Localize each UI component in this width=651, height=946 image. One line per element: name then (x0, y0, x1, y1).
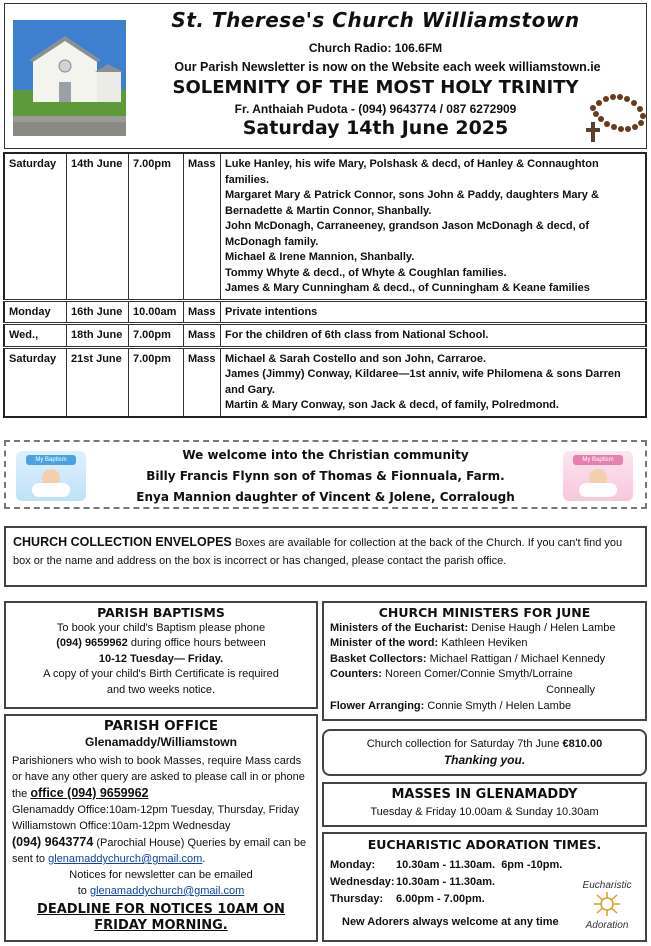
notices-to: to (77, 885, 87, 897)
notices-deadline: DEADLINE FOR NOTICES 10AM ON FRIDAY MORNING. (37, 902, 285, 933)
priest-contact: Fr. Anthaiah Pudota - (094) 9643774 / 087 6272909 (234, 102, 517, 116)
office-paragraph (12, 753, 310, 802)
minister-names: Conneally (546, 683, 595, 696)
office-email-link[interactable]: glenamaddychurch@gmail.com (48, 853, 203, 865)
minister-role: Counters: (330, 668, 382, 681)
baptisms-line-4: and two weeks notice. (106, 683, 216, 696)
adoration-heading: EUCHARISTIC ADORATION TIMES. (367, 837, 602, 852)
mass-date: 18th June (67, 324, 129, 348)
website-notice: Our Parish Newsletter is now on the Website each week williamstown.ie (174, 60, 601, 74)
minister-row (330, 699, 639, 715)
mass-day: Saturday (4, 153, 67, 300)
mass-day: Wed., (4, 324, 67, 348)
baptisms-line-3: A copy of your child's Birth Certificate is required (43, 668, 279, 680)
welcome-heading: We welcome into the Christian community (182, 448, 469, 462)
adoration-logo-text-bottom: Adoration (585, 920, 629, 931)
envelopes-heading: CHURCH COLLECTION ENVELOPES (13, 535, 232, 549)
mass-type: Mass (184, 347, 221, 417)
adoration-day: Wednesday: (330, 876, 395, 888)
church-photo (13, 20, 126, 136)
office-intro: Parishioners who wish to book Masses, require Mass cards or have any other query are asked to please call in or phone the (12, 755, 305, 800)
adoration-times: 10.30am - 11.30am. 6pm -10pm. (396, 859, 563, 871)
glenamaddy-heading: MASSES IN GLENAMADDY (391, 787, 578, 802)
notices-email-line (12, 883, 310, 899)
notices-line: Notices for newsletter can be emailed (69, 869, 253, 881)
mass-intention: Margaret Mary & Patrick Connor, sons John & Paddy, daughters Mary & Bernadette & Martin Connor, Shanbally. (225, 189, 599, 217)
mass-date: 14th June (67, 153, 129, 300)
mass-time: 10.00am (129, 300, 184, 324)
minister-names: Denise Haugh / Helen Lambe (471, 621, 616, 634)
cloud-icon (579, 483, 617, 497)
glenamaddy-masses-box (322, 782, 647, 827)
glenamaddy-times: Tuesday & Friday 10.00am & Sunday 10.30am (370, 806, 599, 818)
mass-day: Monday (4, 300, 67, 324)
header (4, 3, 647, 149)
baptisms-heading: PARISH BAPTISMS (97, 605, 225, 620)
collection-thanks: Thanking you. (443, 753, 526, 767)
church-collection-box (322, 729, 647, 776)
minister-role: Flower Arranging: (330, 699, 425, 712)
mass-intentions (221, 347, 647, 417)
baptism-badge-left-label: My Baptism (26, 455, 76, 465)
office-subheading: Glenamaddy/Williamstown (85, 735, 237, 749)
church-title: St. Therese's Church Williamstown (171, 8, 580, 32)
mass-intentions (221, 300, 647, 324)
adoration-row (330, 857, 639, 874)
monstrance-icon (592, 891, 622, 917)
minister-names: Kathleen Heviken (441, 637, 528, 650)
adoration-times: 10.30am - 11.30am. (396, 876, 496, 888)
collection-text: Church collection for Saturday 7th June (366, 738, 560, 750)
minister-row (330, 636, 639, 652)
baptism-badge-right-label: My Baptism (573, 455, 623, 465)
mass-type: Mass (184, 324, 221, 348)
church-radio: Church Radio: 106.6FM (308, 41, 443, 55)
adoration-logo-text-top: Eucharistic (582, 880, 632, 891)
newsletter-date: Saturday 14th June 2025 (242, 117, 509, 139)
solemnity-title: SOLEMNITY OF THE MOST HOLY TRINITY (172, 77, 579, 98)
collection-line (324, 736, 645, 752)
minister-role: Basket Collectors: (330, 652, 427, 665)
williamstown-office-hours: Williamstown Office:10am-12pm Wednesday (12, 820, 231, 832)
adoration-times: 6.00pm - 7.00pm. (396, 893, 485, 905)
envelopes-text: Boxes are available for collection at the back of the Church. If you can't find you box or the name and address on the box is incorrect or has changed, please contact the parish office. (13, 537, 623, 567)
baptisms-phone: (094) 9659962 (56, 637, 128, 649)
adoration-welcome: New Adorers always welcome at any time (342, 916, 559, 928)
adoration-day: Thursday: (330, 893, 384, 905)
mass-type: Mass (184, 153, 221, 300)
mass-row (4, 347, 646, 417)
mass-intention: Luke Hanley, his wife Mary, Polshask & decd, of Hanley & Connaughton families. (225, 158, 599, 186)
notices-email-link[interactable]: glenamaddychurch@gmail.com (90, 885, 245, 897)
minister-role: Minister of the word: (330, 637, 439, 650)
baptism-welcome (4, 440, 647, 509)
ministers-heading: CHURCH MINISTERS FOR JUNE (378, 605, 591, 620)
welcome-child-1: Billy Francis Flynn son of Thomas & Fionnuala, Farm. (146, 469, 505, 483)
mass-type: Mass (184, 300, 221, 324)
mass-time: 7.00pm (129, 153, 184, 300)
minister-role: Ministers of the Eucharist: (330, 621, 469, 634)
mass-intention: For the children of 6th class from National School. (225, 329, 489, 341)
parish-office-box (4, 714, 318, 942)
baptism-badge-right (563, 451, 633, 501)
ministers-list (330, 621, 639, 715)
baptisms-hours: 10-12 Tuesday— Friday. (98, 652, 224, 665)
minister-names: Michael Rattigan / Michael Kennedy (429, 652, 606, 665)
mass-schedule-table (3, 152, 647, 418)
mass-day: Saturday (4, 347, 67, 417)
mass-time: 7.00pm (129, 324, 184, 348)
welcome-child-2: Enya Mannion daughter of Vincent & Jolene, Corralough (136, 490, 515, 504)
minister-row (330, 683, 639, 699)
mass-row (4, 153, 646, 300)
parochial-note: (Parochial House) Queries by email can be sent to (12, 837, 307, 865)
mass-date: 21st June (67, 347, 129, 417)
minister-row (330, 652, 639, 668)
collection-amount: €810.00 (562, 738, 603, 750)
office-phone: office (094) 9659962 (30, 786, 149, 800)
mass-intention: Michael & Sarah Costello and son John, Carraroe. (225, 352, 487, 365)
mass-intention: James & Mary Cunningham & decd., of Cunningham & Keane families (225, 282, 590, 294)
office-heading: PARISH OFFICE (103, 718, 219, 734)
mass-intention: Private intentions (225, 305, 318, 318)
rosary-image (583, 88, 649, 146)
mass-time: 7.00pm (129, 347, 184, 417)
minister-row (330, 667, 639, 683)
baptisms-line-2 (6, 636, 316, 652)
mass-intention: James (Jimmy) Conway, Kildaree—1st anniv, wife Philomena & sons Darren and Gary. (225, 368, 621, 396)
mass-row (4, 300, 646, 324)
adoration-day: Monday: (330, 859, 376, 871)
mass-intentions (221, 324, 647, 348)
parochial-house-line: (094) 9643774 (Parochial House) Queries by email can be sent to glenamaddychurch@gmail.com. (12, 835, 307, 865)
mass-schedule-body (4, 153, 646, 417)
mass-intention: Michael & Irene Mannion, Shanbally. (225, 251, 415, 263)
mass-intention: John McDonagh, Carraneeney, grandson Jason McDonagh & decd, of McDonagh family. (225, 220, 590, 248)
baptisms-line-1: To book your child's Baptism please phone (56, 621, 266, 634)
baptisms-hours-intro: during office hours between (130, 637, 266, 649)
mass-row (4, 324, 646, 348)
mass-date: 16th June (67, 300, 129, 324)
mass-intention: Martin & Mary Conway, son Jack & decd, of family, Polredmond. (225, 399, 559, 411)
minister-row (330, 621, 639, 637)
adoration-logo (575, 880, 639, 938)
mass-intentions (221, 153, 647, 300)
mass-intention: Tommy Whyte & decd., of Whyte & Coughlan families. (225, 266, 507, 279)
parochial-phone: (094) 9643774 (12, 835, 94, 849)
collection-envelopes-notice (4, 526, 647, 587)
church-ministers-box (322, 601, 647, 721)
glenamaddy-office-hours: Glenamaddy Office:10am-12pm Tuesday, Thursday, Friday (12, 804, 300, 816)
minister-names: Connie Smyth / Helen Lambe (427, 699, 572, 712)
parish-baptisms-box (4, 601, 318, 709)
minister-names: Noreen Comer/Connie Smyth/Lorraine (385, 668, 573, 681)
